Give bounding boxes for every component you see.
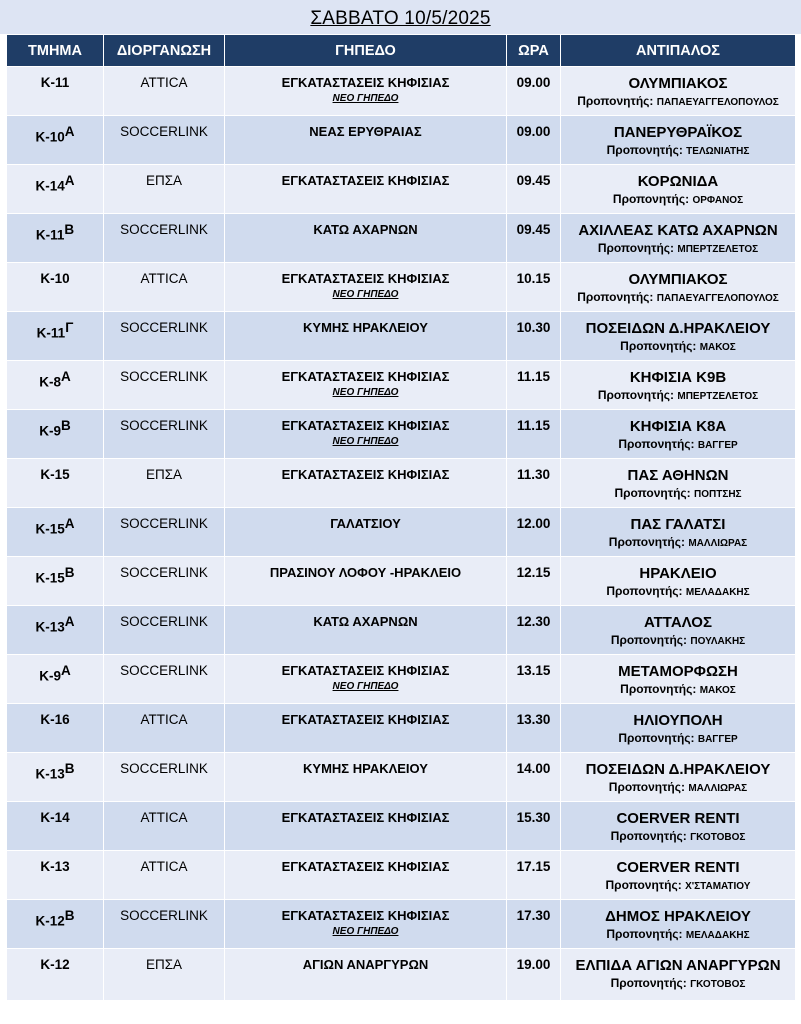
- venue-cell: [225, 67, 507, 116]
- venue-name: ΠΡΑΣΙΝΟΥ ΛΟΦΟΥ -ΗΡΑΚΛΕΙΟ: [269, 565, 462, 580]
- organizer-cell: SOCCERLINK: [104, 900, 225, 949]
- coach-label: Προπονητής:: [606, 143, 683, 157]
- venue-name: ΕΓΚΑΤΑΣΤΑΣΕΙΣ ΚΗΦΙΣΙΑΣ: [281, 859, 450, 874]
- organizer-cell: ATTICA: [104, 263, 225, 312]
- table-row: [7, 802, 796, 851]
- coach-line: [561, 388, 795, 402]
- coach-label: Προπονητής:: [618, 731, 695, 745]
- coach-line: [561, 94, 795, 108]
- coach-line: [561, 927, 795, 941]
- opponent-name: ΗΛΙΟΥΠΟΛΗ: [633, 712, 723, 729]
- opponent-name: ΜΕΤΑΜΟΡΦΩΣΗ: [618, 663, 738, 680]
- organizer-cell: SOCCERLINK: [104, 361, 225, 410]
- time-cell: 14.00: [507, 753, 561, 802]
- venue-note: ΝΕΟ ΓΗΠΕΔΟ: [332, 436, 399, 447]
- table-row: [7, 655, 796, 704]
- team-cell: [7, 851, 104, 900]
- venue-cell: [225, 361, 507, 410]
- team-name: Κ-14: [35, 178, 65, 194]
- team-group: Α: [64, 516, 75, 531]
- opponent-name: ΠΑΣ ΓΑΛΑΤΣΙ: [630, 516, 726, 533]
- venue-name: ΕΓΚΑΤΑΣΤΑΣΕΙΣ ΚΗΦΙΣΙΑΣ: [281, 467, 450, 482]
- venue-note: ΝΕΟ ΓΗΠΕΔΟ: [332, 93, 399, 104]
- time-cell: 09.00: [507, 116, 561, 165]
- team-cell: [7, 361, 104, 410]
- venue-note: ΝΕΟ ΓΗΠΕΔΟ: [332, 289, 399, 300]
- time-cell: 11.15: [507, 410, 561, 459]
- team-cell: [7, 802, 104, 851]
- opponent-name: ΠΟΣΕΙΔΩΝ Δ.ΗΡΑΚΛΕΙΟΥ: [585, 320, 771, 337]
- team-name: Κ-15: [40, 467, 70, 482]
- organizer-cell: SOCCERLINK: [104, 753, 225, 802]
- opponent-cell: [561, 704, 796, 753]
- coach-label: Προπονητής:: [610, 829, 687, 843]
- table-row: [7, 67, 796, 116]
- opponent-cell: [561, 214, 796, 263]
- time-cell: 11.15: [507, 361, 561, 410]
- table-row: [7, 410, 796, 459]
- venue-cell: [225, 900, 507, 949]
- table-row: [7, 508, 796, 557]
- venue-name: ΕΓΚΑΤΑΣΤΑΣΕΙΣ ΚΗΦΙΣΙΑΣ: [281, 418, 450, 433]
- organizer-cell: SOCCERLINK: [104, 606, 225, 655]
- coach-label: Προπονητής:: [610, 976, 687, 990]
- coach-label: Προπονητής:: [614, 486, 691, 500]
- team-group: Β: [64, 908, 75, 923]
- venue-name: ΕΓΚΑΤΑΣΤΑΣΕΙΣ ΚΗΦΙΣΙΑΣ: [281, 663, 450, 678]
- schedule-table: [6, 34, 796, 1001]
- team-cell: [7, 606, 104, 655]
- header-opponent: ΑΝΤΙΠΑΛΟΣ: [561, 35, 796, 67]
- header-team: ΤΜΗΜΑ: [7, 35, 104, 67]
- opponent-name: ΚΗΦΙΣΙΑ Κ9Β: [629, 369, 727, 386]
- coach-name: ΓΚΟΤΟΒΟΣ: [690, 979, 746, 990]
- opponent-name: ΔΗΜΟΣ ΗΡΑΚΛΕΙΟΥ: [605, 908, 751, 925]
- opponent-cell: [561, 459, 796, 508]
- team-group: Β: [64, 222, 75, 237]
- team-group: Α: [61, 663, 71, 678]
- venue-cell: [225, 949, 507, 1001]
- opponent-cell: [561, 165, 796, 214]
- coach-label: Προπονητής:: [608, 535, 685, 549]
- table-row: [7, 361, 796, 410]
- coach-name: ΜΕΛΑΔΑΚΗΣ: [685, 587, 750, 598]
- coach-name: ΠΑΠΑΕΥΑΓΓΕΛΟΠΟΥΛΟΣ: [656, 97, 779, 108]
- time-cell: 13.15: [507, 655, 561, 704]
- header-venue: ΓΗΠΕΔΟ: [225, 35, 507, 67]
- venue-cell: [225, 263, 507, 312]
- time-cell: 09.45: [507, 214, 561, 263]
- venue-cell: [225, 851, 507, 900]
- venue-cell: [225, 116, 507, 165]
- coach-line: [561, 731, 795, 745]
- team-group: Α: [61, 369, 71, 384]
- opponent-cell: [561, 361, 796, 410]
- table-row: [7, 459, 796, 508]
- coach-name: ΜΠΕΡΤΖΕΛΕΤΟΣ: [677, 391, 759, 402]
- time-cell: 17.15: [507, 851, 561, 900]
- coach-line: [561, 976, 795, 990]
- time-cell: 13.30: [507, 704, 561, 753]
- coach-line: [561, 290, 795, 304]
- team-group: Β: [64, 565, 75, 580]
- venue-cell: [225, 312, 507, 361]
- organizer-cell: SOCCERLINK: [104, 214, 225, 263]
- opponent-name: ΟΛΥΜΠΙΑΚΟΣ: [628, 75, 728, 92]
- time-cell: 17.30: [507, 900, 561, 949]
- team-group: Γ: [65, 320, 74, 335]
- time-cell: 12.30: [507, 606, 561, 655]
- organizer-cell: ΕΠΣΑ: [104, 949, 225, 1001]
- coach-line: [561, 633, 795, 647]
- team-name: Κ-9: [39, 423, 61, 439]
- coach-name: ΜΑΚΟΣ: [699, 342, 736, 353]
- organizer-cell: SOCCERLINK: [104, 508, 225, 557]
- opponent-name: ΑΤΤΑΛΟΣ: [644, 614, 712, 631]
- venue-note: ΝΕΟ ΓΗΠΕΔΟ: [332, 387, 399, 398]
- venue-cell: [225, 508, 507, 557]
- venue-cell: [225, 214, 507, 263]
- table-row: [7, 165, 796, 214]
- team-name: Κ-9: [39, 668, 61, 684]
- team-cell: [7, 655, 104, 704]
- team-name: Κ-14: [40, 810, 70, 825]
- venue-name: ΕΓΚΑΤΑΣΤΑΣΕΙΣ ΚΗΦΙΣΙΑΣ: [281, 712, 450, 727]
- team-cell: [7, 263, 104, 312]
- venue-name: ΚΑΤΩ ΑΧΑΡΝΩΝ: [313, 614, 418, 629]
- coach-name: ΤΕΛΩΝΙΑΤΗΣ: [686, 146, 750, 157]
- table-row: [7, 851, 796, 900]
- team-cell: [7, 557, 104, 606]
- organizer-cell: SOCCERLINK: [104, 312, 225, 361]
- opponent-cell: [561, 116, 796, 165]
- team-name: Κ-11: [35, 227, 65, 243]
- team-name: Κ-10: [35, 129, 65, 145]
- coach-line: [561, 682, 795, 696]
- coach-label: Προπονητής:: [608, 780, 685, 794]
- coach-name: ΟΡΦΑΝΟΣ: [692, 195, 744, 206]
- coach-name: ΠΟΥΛΑΚΗΣ: [690, 636, 746, 647]
- team-name: Κ-11: [36, 325, 66, 341]
- coach-name: ΜΑΛΛΙΩΡΑΣ: [688, 783, 748, 794]
- team-name: Κ-10: [40, 271, 70, 286]
- time-cell: 10.15: [507, 263, 561, 312]
- team-cell: [7, 753, 104, 802]
- coach-name: ΠΟΠΤΣΗΣ: [693, 489, 742, 500]
- table-row: [7, 949, 796, 1001]
- team-cell: [7, 410, 104, 459]
- table-row: [7, 753, 796, 802]
- venue-cell: [225, 165, 507, 214]
- venue-cell: [225, 753, 507, 802]
- coach-label: Προπονητής:: [620, 682, 697, 696]
- coach-line: [561, 192, 795, 206]
- coach-line: [561, 584, 795, 598]
- table-row: [7, 214, 796, 263]
- coach-label: Προπονητής:: [597, 241, 675, 255]
- team-name: Κ-15: [35, 521, 65, 537]
- organizer-cell: SOCCERLINK: [104, 116, 225, 165]
- venue-name: ΕΓΚΑΤΑΣΤΑΣΕΙΣ ΚΗΦΙΣΙΑΣ: [281, 271, 450, 286]
- schedule-body: [7, 67, 796, 1001]
- venue-name: ΕΓΚΑΤΑΣΤΑΣΕΙΣ ΚΗΦΙΣΙΑΣ: [281, 908, 450, 923]
- opponent-cell: [561, 900, 796, 949]
- coach-label: Προπονητής:: [620, 339, 697, 353]
- coach-label: Προπονητής:: [577, 290, 654, 304]
- coach-label: Προπονητής:: [618, 437, 695, 451]
- coach-name: ΓΚΟΤΟΒΟΣ: [690, 832, 746, 843]
- venue-note: ΝΕΟ ΓΗΠΕΔΟ: [332, 926, 399, 937]
- venue-cell: [225, 410, 507, 459]
- coach-label: Προπονητής:: [597, 388, 675, 402]
- opponent-name: COERVER RENTI: [616, 810, 740, 827]
- opponent-name: ΟΛΥΜΠΙΑΚΟΣ: [628, 271, 728, 288]
- table-row: [7, 263, 796, 312]
- opponent-cell: [561, 67, 796, 116]
- team-group: Α: [64, 124, 75, 139]
- opponent-cell: [561, 312, 796, 361]
- time-cell: 09.00: [507, 67, 561, 116]
- opponent-name: COERVER RENTI: [616, 859, 740, 876]
- time-cell: 09.45: [507, 165, 561, 214]
- organizer-cell: SOCCERLINK: [104, 655, 225, 704]
- opponent-name: ΗΡΑΚΛΕΙΟ: [639, 565, 717, 582]
- opponent-cell: [561, 802, 796, 851]
- coach-name: Χ'ΣΤΑΜΑΤΙΟΥ: [685, 881, 751, 892]
- team-group: Α: [64, 173, 75, 188]
- time-cell: 10.30: [507, 312, 561, 361]
- organizer-cell: ΕΠΣΑ: [104, 165, 225, 214]
- venue-name: ΚΥΜΗΣ ΗΡΑΚΛΕΙΟΥ: [303, 761, 428, 776]
- venue-cell: [225, 557, 507, 606]
- organizer-cell: SOCCERLINK: [104, 557, 225, 606]
- coach-label: Προπονητής:: [610, 633, 688, 647]
- organizer-cell: SOCCERLINK: [104, 410, 225, 459]
- coach-line: [561, 437, 795, 451]
- coach-label: Προπονητής:: [612, 192, 690, 206]
- page-title: ΣΑΒΒΑΤΟ 10/5/2025: [310, 7, 491, 29]
- organizer-cell: ATTICA: [104, 802, 225, 851]
- team-group: Β: [64, 761, 75, 776]
- coach-name: ΜΑΚΟΣ: [699, 685, 736, 696]
- table-row: [7, 312, 796, 361]
- coach-label: Προπονητής:: [577, 94, 654, 108]
- team-group: Α: [64, 614, 75, 629]
- opponent-cell: [561, 949, 796, 1001]
- opponent-cell: [561, 851, 796, 900]
- header-row: [7, 35, 796, 67]
- coach-line: [561, 241, 795, 255]
- opponent-name: ΚΗΦΙΣΙΑ Κ8Α: [629, 418, 727, 435]
- time-cell: 11.30: [507, 459, 561, 508]
- venue-name: ΑΓΙΩΝ ΑΝΑΡΓΥΡΩΝ: [302, 957, 429, 972]
- coach-name: ΜΕΛΑΔΑΚΗΣ: [685, 930, 750, 941]
- team-cell: [7, 165, 104, 214]
- opponent-name: ΑΧΙΛΛΕΑΣ ΚΑΤΩ ΑΧΑΡΝΩΝ: [578, 222, 778, 239]
- time-cell: 19.00: [507, 949, 561, 1001]
- venue-cell: [225, 606, 507, 655]
- coach-name: ΒΑΓΓΕΡ: [697, 734, 738, 745]
- organizer-cell: ATTICA: [104, 67, 225, 116]
- team-name: Κ-12: [35, 913, 65, 929]
- venue-name: ΚΑΤΩ ΑΧΑΡΝΩΝ: [313, 222, 418, 237]
- venue-cell: [225, 655, 507, 704]
- header-organizer: ΔΙΟΡΓΑΝΩΣΗ: [104, 35, 225, 67]
- coach-line: [561, 780, 795, 794]
- table-row: [7, 116, 796, 165]
- opponent-cell: [561, 753, 796, 802]
- team-name: Κ-16: [40, 712, 70, 727]
- coach-line: [561, 339, 795, 353]
- venue-name: ΕΓΚΑΤΑΣΤΑΣΕΙΣ ΚΗΦΙΣΙΑΣ: [281, 810, 450, 825]
- time-cell: 12.15: [507, 557, 561, 606]
- venue-name: ΕΓΚΑΤΑΣΤΑΣΕΙΣ ΚΗΦΙΣΙΑΣ: [281, 75, 450, 90]
- time-cell: 12.00: [507, 508, 561, 557]
- coach-line: [561, 878, 795, 892]
- opponent-cell: [561, 410, 796, 459]
- coach-line: [561, 486, 795, 500]
- team-cell: [7, 900, 104, 949]
- coach-name: ΒΑΓΓΕΡ: [697, 440, 738, 451]
- opponent-cell: [561, 263, 796, 312]
- organizer-cell: ATTICA: [104, 704, 225, 753]
- table-row: [7, 557, 796, 606]
- organizer-cell: ATTICA: [104, 851, 225, 900]
- opponent-cell: [561, 557, 796, 606]
- team-cell: [7, 949, 104, 1001]
- coach-label: Προπονητής:: [606, 927, 683, 941]
- table-row: [7, 900, 796, 949]
- team-name: Κ-13: [40, 859, 70, 874]
- venue-note: ΝΕΟ ΓΗΠΕΔΟ: [332, 681, 399, 692]
- venue-name: ΓΑΛΑΤΣΙΟΥ: [330, 516, 401, 531]
- team-cell: [7, 116, 104, 165]
- team-name: Κ-13: [35, 766, 65, 782]
- team-cell: [7, 214, 104, 263]
- team-cell: [7, 67, 104, 116]
- opponent-name: ΠΟΣΕΙΔΩΝ Δ.ΗΡΑΚΛΕΙΟΥ: [585, 761, 771, 778]
- venue-cell: [225, 802, 507, 851]
- coach-name: ΜΠΕΡΤΖΕΛΕΤΟΣ: [677, 244, 759, 255]
- team-cell: [7, 508, 104, 557]
- time-cell: 15.30: [507, 802, 561, 851]
- team-name: Κ-11: [40, 75, 70, 90]
- venue-name: ΚΥΜΗΣ ΗΡΑΚΛΕΙΟΥ: [303, 320, 428, 335]
- table-row: [7, 606, 796, 655]
- header-time: ΩΡΑ: [507, 35, 561, 67]
- table-row: [7, 704, 796, 753]
- team-cell: [7, 312, 104, 361]
- title-bar: [0, 0, 801, 34]
- coach-name: ΠΑΠΑΕΥΑΓΓΕΛΟΠΟΥΛΟΣ: [656, 293, 779, 304]
- coach-name: ΜΑΛΛΙΩΡΑΣ: [688, 538, 748, 549]
- coach-line: [561, 535, 795, 549]
- venue-name: ΕΓΚΑΤΑΣΤΑΣΕΙΣ ΚΗΦΙΣΙΑΣ: [281, 173, 450, 188]
- team-name: Κ-13: [35, 619, 65, 635]
- coach-label: Προπονητής:: [605, 878, 682, 892]
- opponent-name: ΚΟΡΩΝΙΔΑ: [637, 173, 719, 190]
- opponent-cell: [561, 655, 796, 704]
- opponent-name: ΠΑΝΕΡΥΘΡΑΪΚΟΣ: [613, 124, 743, 141]
- coach-label: Προπονητής:: [606, 584, 683, 598]
- team-name: Κ-15: [35, 570, 65, 586]
- venue-cell: [225, 459, 507, 508]
- opponent-cell: [561, 606, 796, 655]
- team-name: Κ-12: [40, 957, 70, 972]
- coach-line: [561, 829, 795, 843]
- coach-line: [561, 143, 795, 157]
- opponent-cell: [561, 508, 796, 557]
- venue-name: ΕΓΚΑΤΑΣΤΑΣΕΙΣ ΚΗΦΙΣΙΑΣ: [281, 369, 450, 384]
- team-cell: [7, 704, 104, 753]
- opponent-name: ΕΛΠΙΔΑ ΑΓΙΩΝ ΑΝΑΡΓΥΡΩΝ: [575, 957, 781, 974]
- opponent-name: ΠΑΣ ΑΘΗΝΩΝ: [627, 467, 729, 484]
- team-group: Β: [61, 418, 71, 433]
- team-name: Κ-8: [39, 374, 61, 390]
- organizer-cell: ΕΠΣΑ: [104, 459, 225, 508]
- venue-name: ΝΕΑΣ ΕΡΥΘΡΑΙΑΣ: [309, 124, 422, 139]
- team-cell: [7, 459, 104, 508]
- venue-cell: [225, 704, 507, 753]
